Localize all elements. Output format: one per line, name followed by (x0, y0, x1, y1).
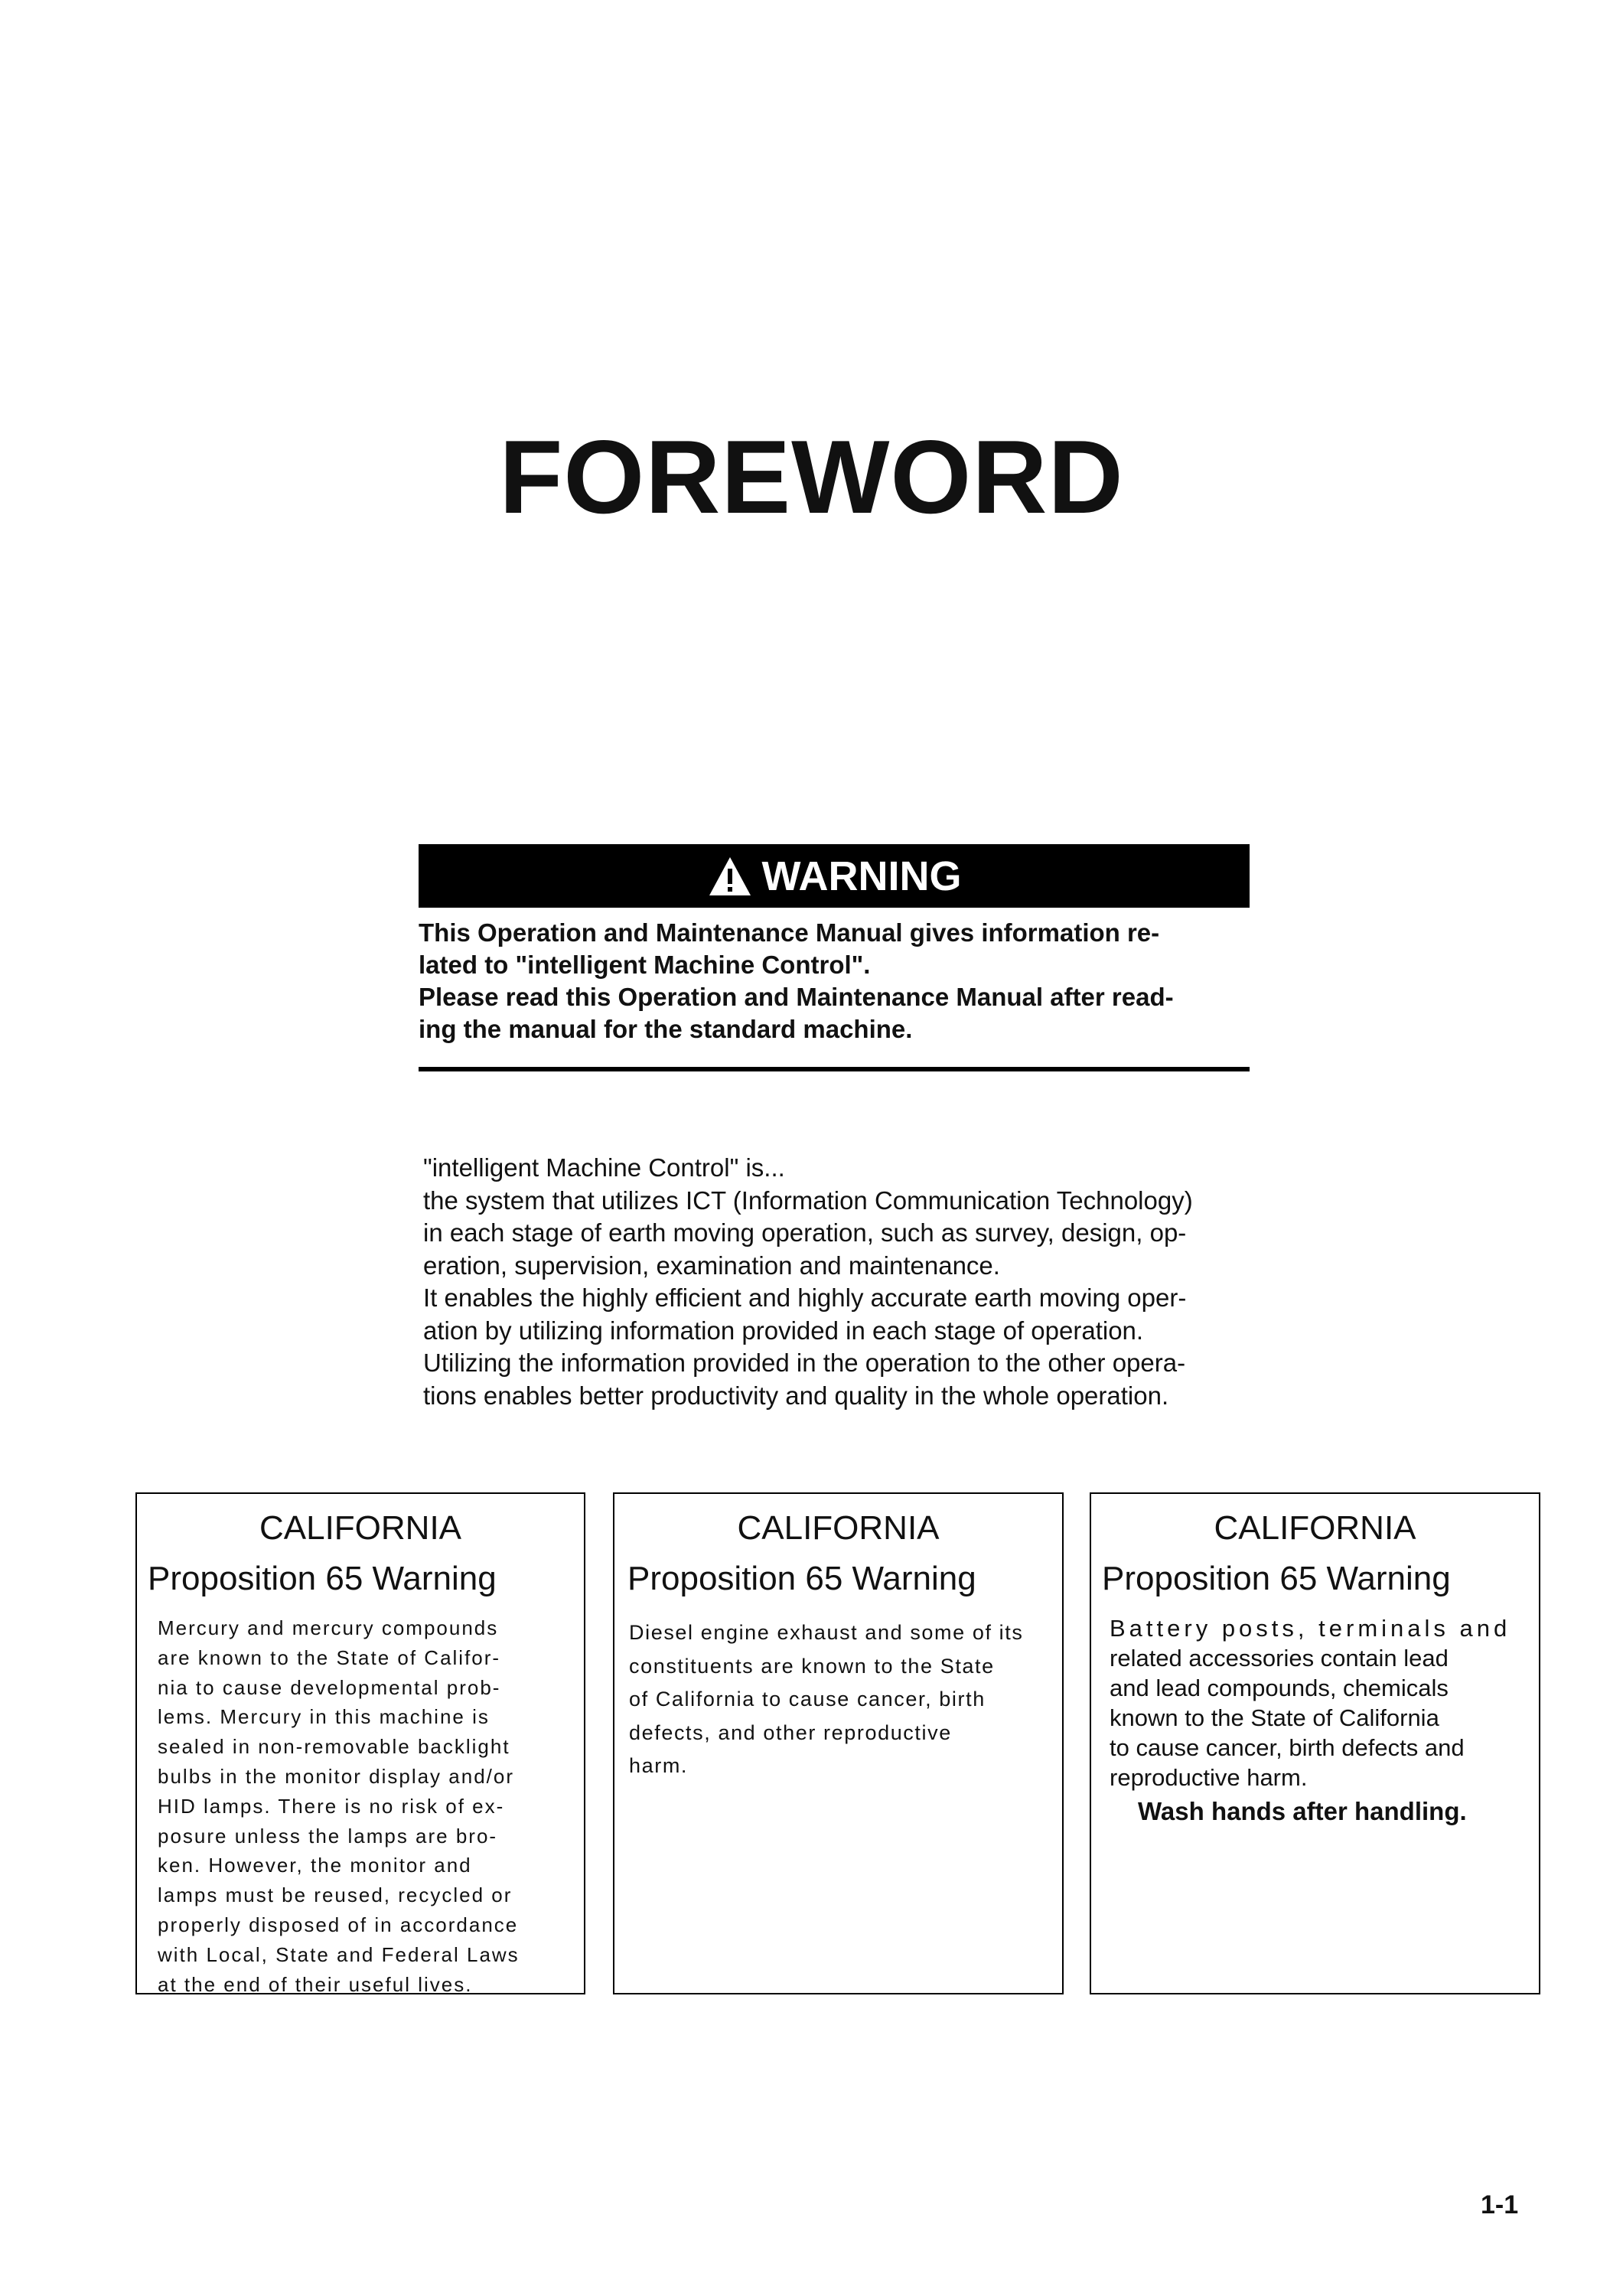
warning-line: This Operation and Maintenance Manual gives information re- (419, 918, 1160, 947)
box-line: HID lamps. There is no risk of ex- (158, 1794, 505, 1818)
box-body (137, 1613, 584, 1999)
intro-line: eration, supervision, examination and maintenance. (423, 1251, 1000, 1280)
box-line: defects, and other reproductive (629, 1720, 952, 1744)
box-line: lamps must be reused, recycled or (158, 1883, 513, 1907)
warning-text (419, 917, 1250, 1045)
intro-line: "intelligent Machine Control" is... (423, 1153, 785, 1182)
box-title: CALIFORNIA (737, 1509, 940, 1547)
box-line: constituents are known to the State (629, 1654, 995, 1678)
box-title: CALIFORNIA (259, 1509, 462, 1547)
box-line: related accessories contain lead (1110, 1645, 1449, 1671)
box-line: harm. (629, 1754, 689, 1777)
box-line: lems. Mercury in this machine is (158, 1705, 490, 1729)
box-line: known to the State of California (1110, 1704, 1439, 1731)
box-line: Battery posts, terminals and (1110, 1615, 1511, 1642)
box-line: ken. However, the monitor and (158, 1854, 472, 1877)
box-line: are known to the State of Califor- (158, 1645, 501, 1669)
box-line: with Local, State and Federal Laws (158, 1942, 520, 1966)
prop65-box-mercury (135, 1492, 585, 1994)
warning-label: WARNING (761, 853, 962, 899)
warning-line: Please read this Operation and Maintenance Manual after read- (419, 983, 1174, 1011)
box-body (1091, 1613, 1539, 1792)
warning-header (419, 844, 1250, 908)
box-subtitle: Proposition 65 Warning (148, 1560, 497, 1597)
box-line: sealed in non-removable backlight (158, 1735, 510, 1759)
intro-line: in each stage of earth moving operation, such as survey, design, op- (423, 1218, 1187, 1247)
warning-line: ing the manual for the standard machine. (419, 1015, 913, 1043)
box-line: of California to cause cancer, birth (629, 1688, 986, 1711)
box-line: posure unless the lamps are bro- (158, 1824, 498, 1848)
intro-paragraph (423, 1152, 1253, 1412)
warning-box (419, 844, 1250, 1071)
box-line: at the end of their useful lives. (158, 1972, 473, 1996)
wash-hands-notice: Wash hands after handling. (1138, 1797, 1467, 1825)
box-line: properly disposed of in accordance (158, 1913, 519, 1936)
warning-divider (419, 1067, 1250, 1071)
box-line: reproductive harm. (1110, 1764, 1308, 1791)
box-subtitle: Proposition 65 Warning (627, 1560, 976, 1597)
intro-line: Utilizing the information provided in the operation to the other opera- (423, 1349, 1186, 1377)
page-number: 1-1 (1481, 2190, 1519, 2219)
box-line: Diesel engine exhaust and some of its (629, 1621, 1024, 1644)
intro-line: ation by utilizing information provided in each stage of operation. (423, 1316, 1144, 1345)
box-body (614, 1616, 1062, 1783)
box-line: nia to cause developmental prob- (158, 1675, 501, 1699)
prop65-box-diesel (613, 1492, 1064, 1994)
warning-line: lated to "intelligent Machine Control". (419, 951, 871, 979)
prop65-box-battery (1090, 1492, 1540, 1994)
box-subtitle: Proposition 65 Warning (1102, 1560, 1451, 1597)
box-title: CALIFORNIA (1214, 1509, 1416, 1547)
warning-triangle-icon (707, 855, 753, 898)
box-line: bulbs in the monitor display and/or (158, 1764, 515, 1788)
box-line: Mercury and mercury compounds (158, 1616, 499, 1639)
box-line: and lead compounds, chemicals (1110, 1675, 1449, 1701)
intro-line: It enables the highly efficient and highly accurate earth moving oper- (423, 1283, 1187, 1312)
box-line: to cause cancer, birth defects and (1110, 1734, 1465, 1761)
intro-line: the system that utilizes ICT (Information Communication Technology) (423, 1186, 1193, 1215)
intro-line: tions enables better productivity and quality in the whole operation. (423, 1381, 1169, 1410)
page-title: FOREWORD (499, 419, 1124, 535)
